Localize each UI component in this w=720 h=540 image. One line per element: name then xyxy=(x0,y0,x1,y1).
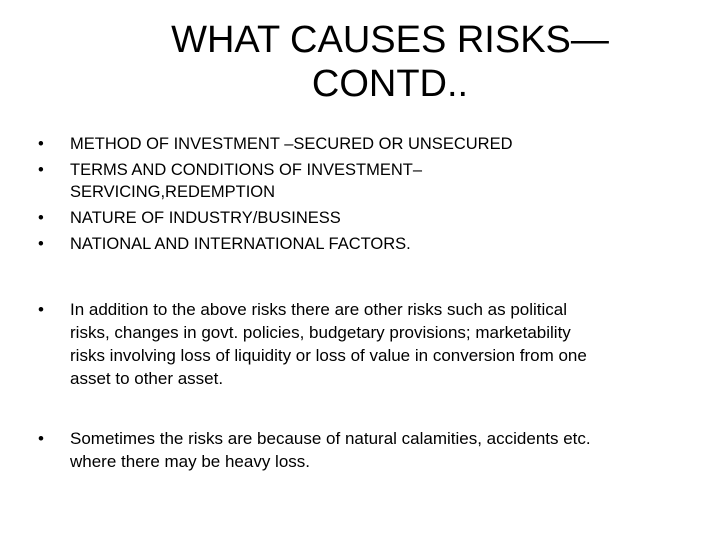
slide-title-line-1: WHAT CAUSES RISKS— xyxy=(171,19,609,61)
natural-risks-list xyxy=(38,427,688,473)
bullet-icon: • xyxy=(38,209,44,227)
bullet-icon: • xyxy=(38,161,44,179)
paragraph-line-1: Sometimes the risks are because of natural calamities, accidents etc. xyxy=(70,429,591,448)
paragraph-line-2: where there may be heavy loss. xyxy=(70,452,311,471)
list-item-nature-of-industry xyxy=(38,207,688,229)
paragraph-line-1: In addition to the above risks there are other risks such as political xyxy=(70,300,568,319)
list-item-text-line-2: SERVICING,REDEMPTION xyxy=(70,183,276,201)
list-item-text: NATIONAL AND INTERNATIONAL FACTORS. xyxy=(70,235,411,253)
paragraph-line-2: risks, changes in govt. policies, budgetary provisions; marketability xyxy=(70,323,571,342)
list-item-text-line-1: TERMS AND CONDITIONS OF INVESTMENT– xyxy=(70,161,423,179)
bullet-icon: • xyxy=(38,235,44,253)
bullet-icon: • xyxy=(38,135,44,153)
risk-factors-list xyxy=(38,133,688,259)
list-item-natural-calamities xyxy=(38,427,688,473)
list-item-national-international-factors xyxy=(38,233,688,255)
list-item-other-risks xyxy=(38,298,688,390)
bullet-icon: • xyxy=(38,429,44,448)
other-risks-list xyxy=(38,298,688,390)
list-item-text: METHOD OF INVESTMENT –SECURED OR UNSECURED xyxy=(70,135,513,153)
list-item-text: NATURE OF INDUSTRY/BUSINESS xyxy=(70,209,341,227)
slide-title xyxy=(130,18,650,106)
list-item-terms-and-conditions xyxy=(38,159,688,203)
bullet-icon: • xyxy=(38,300,44,319)
paragraph-line-3: risks involving loss of liquidity or loss of value in conversion from one xyxy=(70,346,587,365)
paragraph-line-4: asset to other asset. xyxy=(70,369,224,388)
slide-title-line-2: CONTD.. xyxy=(311,63,469,105)
list-item-method-of-investment xyxy=(38,133,688,155)
